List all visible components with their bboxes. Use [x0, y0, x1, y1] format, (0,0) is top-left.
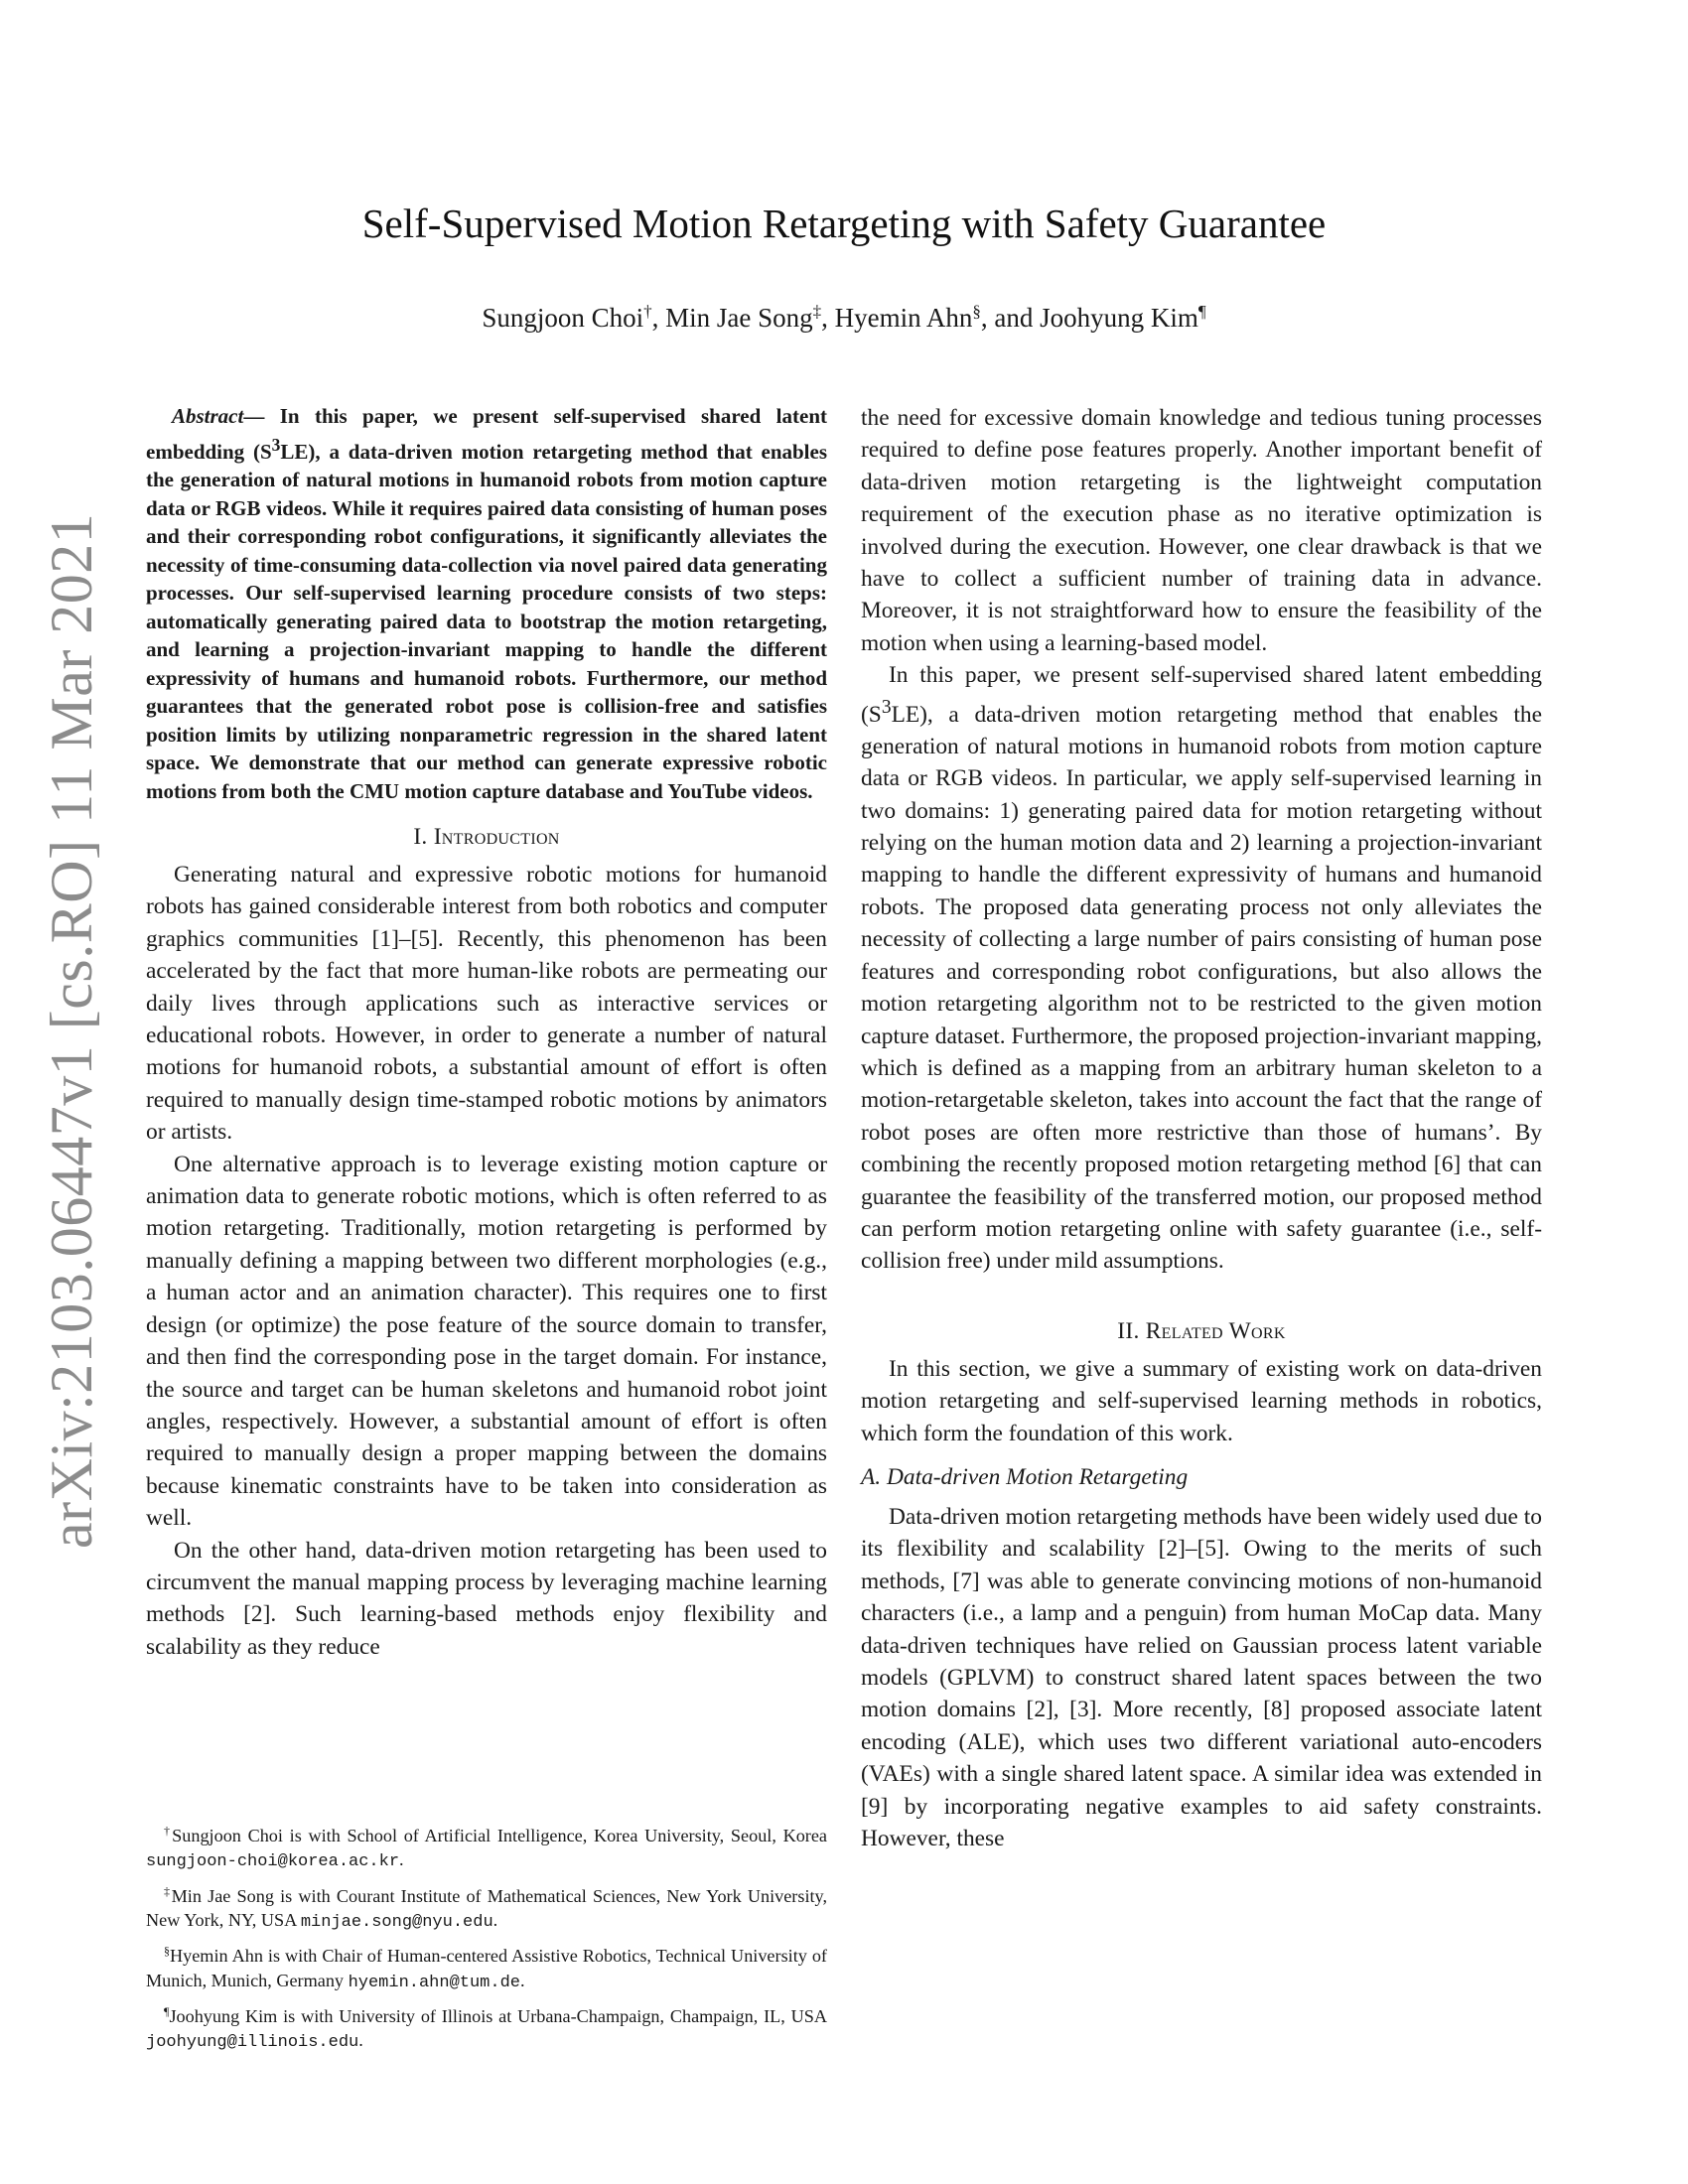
email-address: minjae.song@nyu.edu	[300, 1913, 493, 1933]
footnote	[146, 1879, 827, 1936]
body-paragraph: Generating natural and expressive robotic motions for humanoid robots has gained considerable interest from both robotics and computer graphics communities [1]–[5]. Recently, this phenomenon has been accelerated by the fact that more human-like robots are permeating our daily lives through applications such as interactive services or educational robots. However, in order to generate a number of natural motions for humanoid robots, a substantial amount of effort is often required to manually design time-stamped robotic motions by animators or artists.	[146, 862, 827, 1146]
left-column	[146, 402, 827, 1663]
author-name: Min Jae Song	[665, 303, 813, 333]
author-separator: , and	[980, 303, 1041, 333]
author-mark: §	[972, 302, 981, 321]
author-name: Joohyung Kim	[1040, 303, 1198, 333]
section-number: II.	[1117, 1317, 1146, 1344]
footnote-period: .	[399, 1849, 404, 1870]
body-paragraph	[861, 659, 1542, 1278]
author-mark: ¶	[1197, 302, 1206, 321]
footnote	[146, 1819, 827, 1875]
section-heading-related-work	[861, 1315, 1542, 1347]
arxiv-identifier: arXiv:2103.06447v1 [cs.RO] 11 Mar 2021	[39, 512, 104, 1549]
paragraph-superscript: 3	[881, 696, 892, 718]
footnote-mark: §	[164, 1944, 170, 1959]
section-heading-introduction	[146, 821, 827, 853]
section-number: I.	[413, 824, 434, 850]
body-paragraph: In this section, we give a summary of existing work on data-driven motion retargeting and self-supervised learning methods in robotics, which form the foundation of this work.	[861, 1355, 1542, 1446]
email-address: joohyung@illinois.edu	[146, 2033, 359, 2053]
footnote-mark: †	[164, 1824, 173, 1838]
email-address: hyemin.ahn@tum.de	[348, 1973, 520, 1992]
section-title: Introduction	[433, 824, 560, 850]
email-address: sungjoon-choi@korea.ac.kr	[146, 1852, 400, 1872]
author-mark: ‡	[812, 302, 822, 321]
right-column	[861, 402, 1542, 1854]
footnotes	[146, 1819, 827, 2060]
footnote-text: Joohyung Kim is with University of Illinois at Urbana-Champaign, Champaign, IL, USA	[169, 2006, 827, 2027]
paragraph-text: In this paper, we present self-supervised shared latent embedding (S	[861, 662, 1542, 728]
body-paragraph: Data-driven motion retargeting methods have been widely used due to its flexibility and scalability [2]–[5]. Owing to the merits of such methods, [7] was able to generate convincing motions of non-humanoid characters (i.e., a lamp and a penguin) from human MoCap data. Many data-driven techniques have relied on Gaussian process latent variable models (GPLVM) to construct shared latent spaces between the two motion domains [2], [3]. More recently, [8] proposed associate latent encoding (ALE), which uses two different variational auto-encoders (VAEs) with a single shared latent space. A similar idea was extended in [9] by incorporating negative examples to aid safety constraints. However, these	[861, 1503, 1542, 1852]
author-separator: ,	[821, 303, 835, 333]
author-list	[0, 295, 1688, 335]
footnote	[146, 1939, 827, 1995]
footnote-period: .	[358, 2030, 363, 2051]
author-separator: ,	[651, 303, 666, 333]
abstract-label: Abstract	[172, 404, 244, 428]
paper-title: Self-Supervised Motion Retargeting with Safety Guarantee	[361, 201, 1327, 246]
abstract-superscript: 3	[271, 434, 281, 455]
footnote-period: .	[520, 1970, 525, 1990]
footnote-text: Hyemin Ahn is with Chair of Human-centered Assistive Robotics, Technical University of Munich, Munich, Germany	[146, 1946, 827, 1990]
author-name: Hyemin Ahn	[834, 303, 973, 333]
body-paragraph-continued: the need for excessive domain knowledge and tedious tuning processes required to define pose features properly. Another important benefit of data-driven motion retargeting is the lightweight computation requirement of the execution phase as no iterative optimization is involved during the execution. However, one clear drawback is that we have to collect a sufficient number of training data in advance. Moreover, it is not straightforward how to ensure the feasibility of the motion when using a learning-based model.	[861, 405, 1542, 656]
body-paragraph: On the other hand, data-driven motion retargeting has been used to circumvent the manual mapping process by leveraging machine learning methods [2]. Such learning-based methods enjoy flexibility and scalability as they reduce	[146, 1537, 827, 1660]
footnote-mark: ‡	[164, 1883, 172, 1898]
footnote	[146, 1999, 827, 2056]
footnote-period: .	[492, 1910, 498, 1931]
abstract-text: LE), a data-driven motion retargeting method that enables the generation of natural motions in humanoid robots from motion capture data or RGB videos. While it requires paired data consisting of human poses and their corresponding robot configurations, it significantly alleviates the necessity of time-consuming data-collection via novel paired data generating processes. Our self-supervised learning procedure consists of two steps: automatically generating paired data to bootstrap the motion retargeting, and learning a projection-invariant mapping to handle the different expressivity of humans and humanoid robots. Furthermore, our method guarantees that the generated robot pose is collision-free and satisfies position limits by utilizing nonparametric regression in the shared latent space. We demonstrate that our method can generate expressive robotic motions from both the CMU motion capture database and YouTube videos.	[146, 439, 828, 803]
footnote-text: Min Jae Song is with Courant Institute of Mathematical Sciences, New York University, New York, NY, USA	[146, 1885, 828, 1931]
section-title: Related Work	[1145, 1317, 1286, 1344]
footnote-text: Sungjoon Choi is with School of Artificial Intelligence, Korea University, Seoul, Korea	[172, 1826, 828, 1846]
abstract-text: In this paper, we present self-supervised shared latent embedding (S	[146, 404, 827, 464]
paragraph-text: LE), a data-driven motion retargeting method that enables the generation of natural motions in humanoid robots from motion capture data or RGB videos. In particular, we apply self-supervised learning in two domains: 1) generating paired data for motion retargeting without relying on the human motion data and 2) learning a projection-invariant mapping to handle the different expressivity of humans and humanoid robots. The proposed data generating process not only alleviates the necessity of collecting a large number of pairs consisting of human pose features and corresponding robot configurations, but also allows the motion retargeting algorithm not to be restricted to the given motion capture dataset. Furthermore, the proposed projection-invariant mapping, which is defined as a mapping from an arbitrary human skeleton to a motion-retargetable skeleton, takes into account the fact that the range of robot poses are often more restrictive than those of humans’. By combining the recently proposed motion retargeting method [6] that can guarantee the feasibility of the transferred motion, our proposed method can perform motion retargeting online with safety guarantee (i.e., self-collision free) under mild assumptions.	[861, 701, 1542, 1275]
section-spacer	[861, 1278, 1542, 1311]
footnote-mark: ¶	[164, 2003, 170, 2018]
author-name: Sungjoon Choi	[482, 303, 644, 333]
abstract-dash: —	[243, 404, 280, 428]
body-paragraph: One alternative approach is to leverage existing motion capture or animation data to generate robotic motions, which is often referred to as motion retargeting. Traditionally, motion retargeting is performed by manually defining a mapping between two different morphologies (e.g., a human actor and an animation character). This requires one to first design (or optimize) the pose feature of the source domain to transfer, and then find the corresponding pose in the target domain. For instance, the source and target can be human skeletons and humanoid robot joint angles, respectively. However, a substantial amount of effort is often required to manually design a proper mapping between the domains because kinematic constraints have to be taken into consideration as well.	[146, 1151, 827, 1532]
abstract	[146, 402, 827, 805]
subsection-heading: A. Data-driven Motion Retargeting	[861, 1463, 1189, 1490]
author-mark: †	[643, 302, 652, 321]
